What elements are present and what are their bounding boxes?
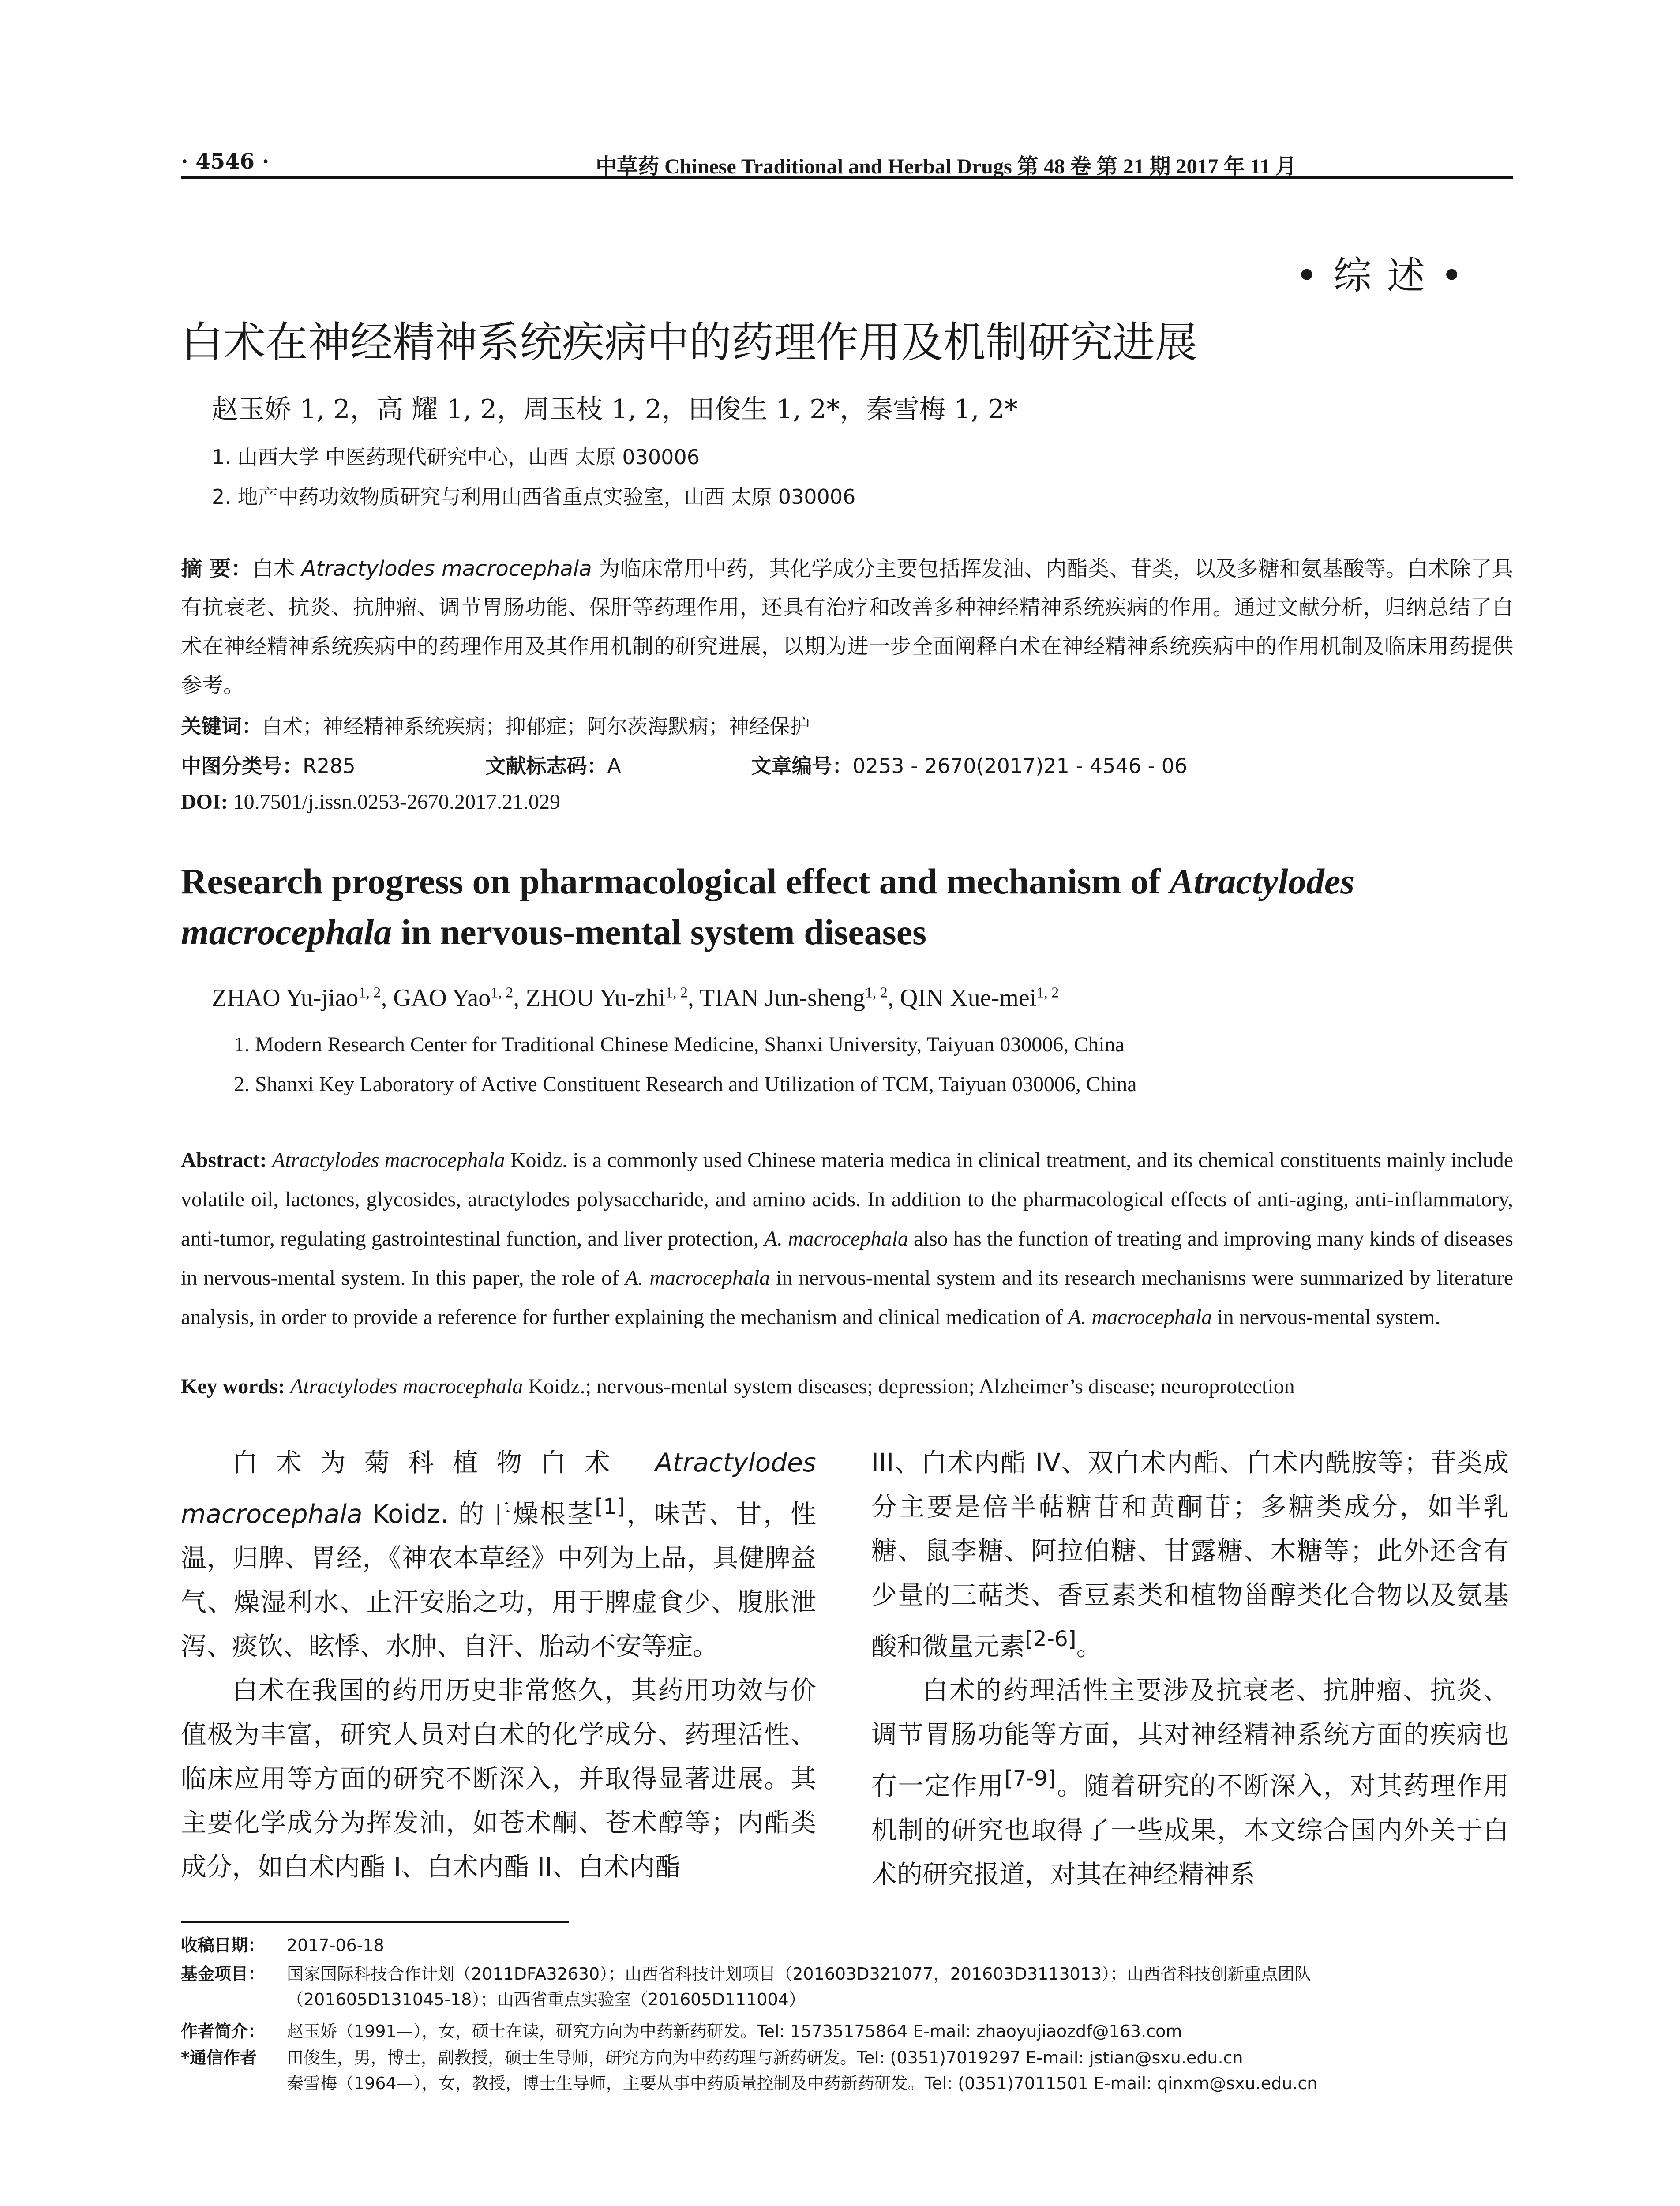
en-author-sup: 1, 2 (358, 984, 381, 1001)
en-abstract-abbr: A. macrocephala (764, 1227, 908, 1250)
page-number: · 4546 · (181, 149, 270, 174)
corr-line-1: 田俊生，男，博士，副教授，硕士生导师，研究方向为中药药理与新药研发。Tel: (0351)7019297 E-mail: jstian@sxu.edu.cn (287, 2048, 1243, 2067)
en-author: TIAN Jun-sheng (700, 984, 865, 1012)
footnote-rule (181, 1921, 569, 1923)
en-author: ZHAO Yu-jiao (212, 984, 359, 1012)
footnote-received (181, 1932, 1513, 1958)
running-header (181, 140, 1504, 180)
article-no-group (751, 750, 1249, 779)
classification-line (181, 750, 1513, 779)
doi-line (181, 790, 1513, 814)
article-no-label: 文章编号： (751, 754, 853, 778)
en-affiliation-1: 1. Modern Research Center for Traditional Chinese Medicine, Shanxi University, Taiyuan 030006, China (234, 1033, 1125, 1056)
en-abstract-species: Atractylodes macrocephala (272, 1148, 505, 1172)
en-authors: ZHAO Yu-jiao$^{1, 2}$, GAO Yao$^{1, 2}$, ZHOU Yu-zhi$^{1, 2}$, TIAN Jun-sheng$^{1, 2}$, QIN Xue-mei$^{1, 2}$ (212, 984, 1059, 1012)
citation-ref: [2-6] (1025, 1627, 1076, 1651)
doc-code-group (485, 750, 682, 779)
en-author: QIN Xue-mei (900, 984, 1037, 1012)
doi-label: DOI: (181, 790, 228, 814)
cn-abstract-text: 为临床常用中药，其化学成分主要包括挥发油、内酯类、苷类，以及多糖和氨基酸等。白术除了具有抗衰老、抗炎、抗肿瘤、调节胃肠功能、保肝等药理作用，还具有治疗和改善多种神经精神系统疾病的作用。通过文献分析，归纳总结了白术在神经精神系统疾病中的药理作用及其作用机制的研究进展，以期为进一步全面阐释白术在神经精神系统疾病中的作用机制及临床用药提供参考。 (181, 556, 1514, 698)
fund-label: 基金项目： (181, 1964, 265, 1984)
en-abstract-label: Abstract: (181, 1148, 267, 1172)
corr-line-2: 秦雪梅（1964—），女，教授，博士生导师，主要从事中药质量控制及中药新药研发。Tel: (0351)7011501 E-mail: qinxm@sxu.edu.cn (287, 2074, 1318, 2093)
cn-abstract (181, 549, 1513, 705)
journal-info: 中草药 Chinese Traditional and Herbal Drugs 第 48 卷 第 21 期 2017 年 11 月 (596, 155, 1297, 178)
body-column-right (871, 1441, 1509, 1921)
body-paragraph (871, 1441, 1509, 1668)
doc-code-label: 文献标志码： (485, 754, 608, 778)
doc-code-value: A (607, 754, 621, 778)
en-title-post: in nervous-mental system diseases (392, 912, 927, 952)
footnote-fund (181, 1961, 1513, 2012)
cn-keywords-text: 白术；神经精神系统疾病；抑郁症；阿尔茨海默病；神经保护 (262, 714, 810, 738)
citation-ref: [1] (595, 1494, 625, 1519)
cn-authors: 赵玉娇 1, 2，高 耀 1, 2，周玉枝 1, 2，田俊生 1, 2*，秦雪梅 1, 2* (212, 394, 1018, 425)
cn-affiliation-1: 1. 山西大学 中医药现代研究中心，山西 太原 030006 (212, 445, 700, 469)
body-text: ，味苦、甘，性温，归脾、胃经，《神农本草经》中列为上品，具健脾益气、燥湿利水、止汗安胎之功，用于脾虚食少、腹胀泄泻、痰饮、眩悸、水肿、自汗、胎动不安等症。 (181, 1499, 816, 1662)
en-title-species: Atractylodes macrocephala (181, 861, 1355, 952)
body-text: III、白术内酯 IV、双白术内酯、白术内酰胺等；苷类成分主要是倍半萜糖苷和黄酮苷；多糖类成分，如半乳糖、鼠李糖、阿拉伯糖、甘露糖、木糖等；此外还含有少量的三萜类、香豆素类和植物甾醇类化合物以及氨基酸和微量元素 (871, 1448, 1509, 1662)
cn-abstract-label: 摘 要： (181, 556, 252, 581)
cn-title: 白术在神经精神系统疾病中的药理作用及机制研究进展 (181, 318, 1197, 367)
body-species: Atractylodes macrocephala (181, 1448, 816, 1529)
clc-label: 中图分类号： (181, 754, 303, 778)
en-author-sup: 1, 2 (1036, 984, 1059, 1001)
corr-label: *通信作者 (181, 2048, 257, 2067)
en-keywords-label: Key words: (181, 1375, 285, 1398)
cn-keywords (181, 710, 1513, 739)
en-abstract-p4: in nervous-mental system. (1212, 1306, 1440, 1329)
en-author-sup: 1, 2 (665, 984, 688, 1001)
header-rule (181, 176, 1513, 179)
clc-group (181, 750, 417, 779)
en-abstract-p3: in nervous-mental system and its research mechanisms were summarized by literature analysis, in order to provide a reference for further explaining the mechanism and clinical medication of (181, 1266, 1513, 1329)
body-text: 白术为菊科植物白术 (232, 1448, 655, 1478)
received-value: 2017-06-18 (287, 1936, 384, 1955)
en-author-sup: 1, 2 (865, 984, 888, 1001)
en-title (181, 856, 1513, 957)
body-column-left (181, 1441, 816, 1921)
doi-value: 10.7501/j.issn.0253-2670.2017.21.029 (228, 790, 561, 814)
received-label: 收稿日期： (181, 1936, 265, 1955)
en-keywords-species: Atractylodes macrocephala (290, 1375, 523, 1398)
body-text: Koidz. 的干燥根茎 (362, 1499, 595, 1529)
body-paragraph (181, 1441, 816, 1668)
en-abstract-p1: Koidz. is a commonly used Chinese materia medica in clinical treatment, and its chemical constituents mainly include volatile oil, lactones, glycosides, atractylodes polysaccharide, and amino acids. In addition to the pharmacological effects of anti-aging, anti-inflammatory, anti-tumor, regulating gastrointestinal function, and liver protection, (181, 1148, 1513, 1250)
en-abstract-abbr: A. macrocephala (625, 1266, 770, 1290)
en-abstract-p2: also has the function of treating and improving many kinds of diseases in nervous-mental system. In this paper, the role of (181, 1227, 1513, 1290)
en-author-sup: 1, 2 (491, 984, 514, 1001)
fund-line-1: 国家国际科技合作计划（2011DFA32630）；山西省科技计划项目（201603D321077，201603D3113013）；山西省科技创新重点团队 (287, 1964, 1312, 1984)
en-author: ZHOU Yu-zhi (525, 984, 665, 1012)
footnote-correspondence (181, 2045, 1513, 2096)
article-no-value: 0253 - 2670(2017)21 - 4546 - 06 (852, 754, 1188, 778)
body-text: 。随着研究的不断深入，对其药理作用机制的研究也取得了一些成果，本文综合国内外关于白术的研究报道，对其在神经精神系 (871, 1771, 1509, 1889)
fund-line-2: （201605D131045-18）；山西省重点实验室（201605D111004） (287, 1990, 806, 2009)
en-affiliation-2: 2. Shanxi Key Laboratory of Active Constituent Research and Utilization of TCM, Taiyuan 030006, China (234, 1073, 1137, 1096)
author-label: 作者简介： (181, 2022, 265, 2041)
cn-keywords-label: 关键词： (181, 714, 262, 738)
en-abstract (181, 1141, 1513, 1337)
section-tag: • 综 述 • (1295, 254, 1465, 298)
cn-affiliation-2: 2. 地产中药功效物质研究与利用山西省重点实验室，山西 太原 030006 (212, 485, 856, 509)
author-value: 赵玉娇（1991—），女，硕士在读，研究方向为中药新药研发。Tel: 15735175864 E-mail: zhaoyujiaozdf@163.com (287, 2022, 1182, 2041)
citation-ref: [7-9] (1004, 1766, 1056, 1791)
en-keywords-text: Koidz.; nervous-mental system diseases; depression; Alzheimer’s disease; neuroprotection (523, 1375, 1295, 1398)
body-paragraph: 白术在我国的药用历史非常悠久，其药用功效与价值极为丰富，研究人员对白术的化学成分、药理活性、临床应用等方面的研究不断深入，并取得显著进展。其主要化学成分为挥发油，如苍术酮、苍术醇等；内酯类成分，如白术内酯 I、白术内酯 II、白术内酯 (181, 1675, 816, 1882)
cn-abstract-pre: 白术 (252, 556, 302, 581)
footnote-author (181, 2018, 1513, 2044)
en-title-pre: Research progress on pharmacological effect and mechanism of (181, 861, 1170, 901)
clc-value: R285 (303, 754, 356, 778)
en-abstract-abbr: A. macrocephala (1068, 1306, 1212, 1329)
cn-abstract-species: Atractylodes macrocephala (301, 556, 592, 581)
body-paragraph (871, 1668, 1509, 1896)
en-author: GAO Yao (393, 984, 491, 1012)
body-text: 。 (1076, 1631, 1102, 1662)
en-keywords (181, 1374, 1513, 1399)
body-text: 白术的药理活性主要涉及抗衰老、抗肿瘤、抗炎、调节胃肠功能等方面，其对神经精神系统方面的疾病也有一定作用 (871, 1675, 1509, 1801)
